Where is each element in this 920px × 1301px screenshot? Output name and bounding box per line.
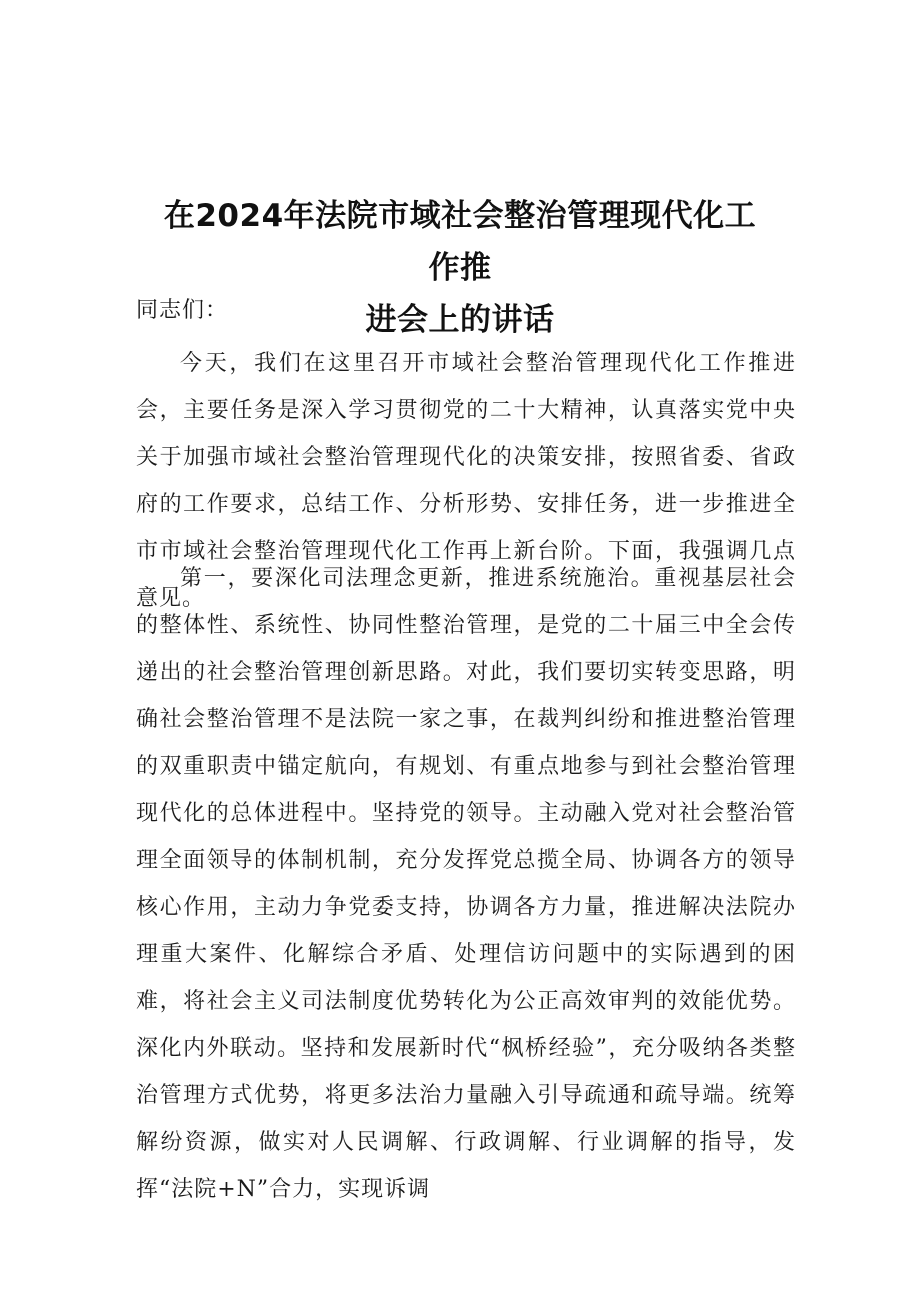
title-line-1: 在2024年法院市域社会整治管理现代化工作推 xyxy=(163,198,757,286)
title-line-2: 进会上的讲话 xyxy=(365,302,555,338)
salutation: 同志们： xyxy=(136,298,229,323)
paragraph-intro: 今天，我们在这里召开市域社会整治管理现代化工作推进会，主要任务是深入学习贯彻党的二十大精神，认真落实党中央关于加强市域社会整治管理现代化的决策安排，按照省委、省政府的工作要求，总结工作、分析形势、安排任务，进一步推进全市市域社会整治管理现代化工作再上新台阶。下面，我强调几点意见。 xyxy=(136,351,796,611)
paragraph-first-point: 第一，要深化司法理念更新，推进系统施治。重视基层社会的整体性、系统性、协同性整治管理，是党的二十届三中全会传递出的社会整治管理创新思路。对此，我们要切实转变思路，明确社会整治管理不是法院一家之事，在裁判纠纷和推进整治管理的双重职责中锚定航向，有规划、有重点地参与到社会整治管理现代化的总体进程中。坚持党的领导。主动融入党对社会整治管理全面领导的体制机制，充分发挥党总揽全局、协调各方的领导核心作用，主动力争党委支持，协调各方力量，推进解决法院办理重大案件、化解综合矛盾、处理信访问题中的实际遇到的困难，将社会主义司法制度优势转化为公正高效审判的效能优势。深化内外联动。坚持和发展新时代“枫桥经验”，充分吸纳各类整治管理方式优势，将更多法治力量融入引导疏通和疏导端。统筹解纷资源，做实对人民调解、行政调解、行业调解的指导，发挥“法院+N”合力，实现诉调 xyxy=(136,566,796,1202)
